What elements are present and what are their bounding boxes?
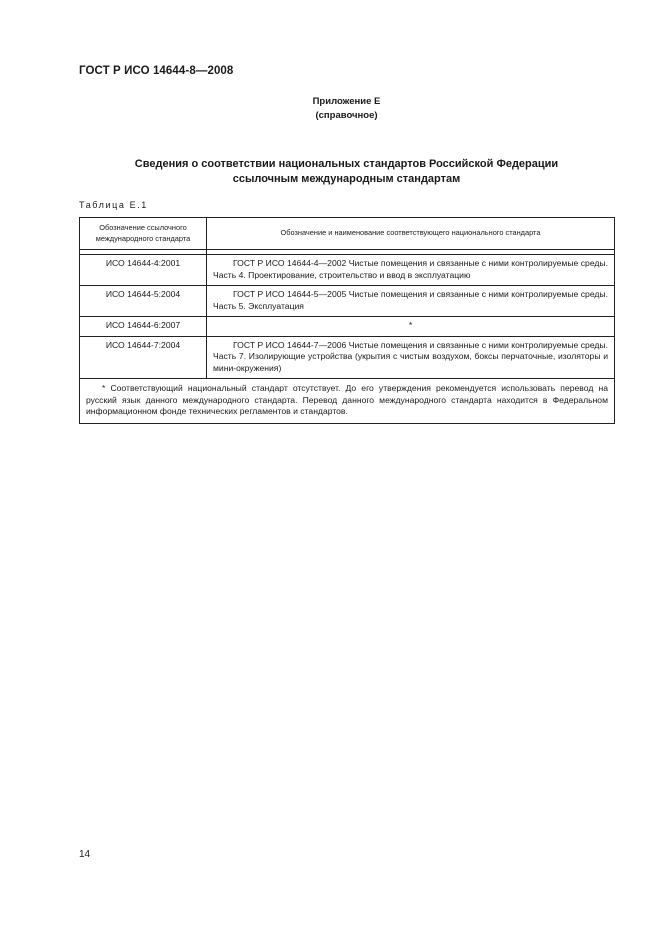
national-standard — [207, 336, 615, 379]
footnote-text: * Соответствующий национальный стандарт отсутствует. До его утверждения рекомендуется использовать перевод на русский язык данного международного стандарта. Перевод данного международного стандарта находится в Федеральном информационном фонде технических регламентов и стандартов. — [86, 383, 608, 416]
table-row — [80, 255, 615, 286]
national-standard-text: ГОСТ Р ИСО 14644-7—2006 Чистые помещения и связанные с ними контролируемые среды. Часть 7. Изолирующие устройства (укрытия с чистым воздухом, боксы перчаточные, изоляторы и мини-окружения) — [213, 339, 608, 373]
annex-title-line-2: ссылочным международным стандартам — [232, 173, 461, 185]
table-footnote-row — [80, 379, 615, 424]
annex-title — [79, 157, 614, 187]
national-standard-text: ГОСТ Р ИСО 14644-4—2002 Чистые помещения и связанные с ними контролируемые среды. Часть 4. Проектирование, строительство и ввод в эксплуатацию — [213, 258, 608, 280]
annex-title-line-1: Сведения о соответствии национальных стандартов Российской Федерации — [134, 158, 559, 170]
table-row — [80, 336, 615, 379]
column-header-international: Обозначение ссылочного международного стандарта — [80, 218, 207, 250]
table-footnote — [80, 379, 615, 424]
national-standard-absent-marker: * — [207, 317, 615, 337]
annex-name: Приложение Е — [312, 96, 381, 107]
national-standard — [207, 255, 615, 286]
table-header-row — [80, 218, 615, 250]
page-number: 14 — [79, 849, 91, 860]
correspondence-table — [79, 217, 615, 424]
national-standard — [207, 286, 615, 317]
annex-type: (справочное) — [315, 110, 378, 121]
table-row — [80, 286, 615, 317]
international-designation: ИСО 14644-6:2007 — [80, 317, 207, 337]
annex-heading — [79, 95, 614, 123]
international-designation: ИСО 14644-7:2004 — [80, 336, 207, 379]
international-designation: ИСО 14644-4:2001 — [80, 255, 207, 286]
document-code: ГОСТ Р ИСО 14644-8—2008 — [79, 65, 234, 77]
table-row — [80, 317, 615, 337]
international-designation: ИСО 14644-5:2004 — [80, 286, 207, 317]
table-label: Таблица Е.1 — [79, 200, 148, 210]
national-standard-text: ГОСТ Р ИСО 14644-5—2005 Чистые помещения и связанные с ними контролируемые среды. Часть 5. Эксплуатация — [213, 289, 608, 311]
column-header-national: Обозначение и наименование соответствующего национального стандарта — [207, 218, 615, 250]
